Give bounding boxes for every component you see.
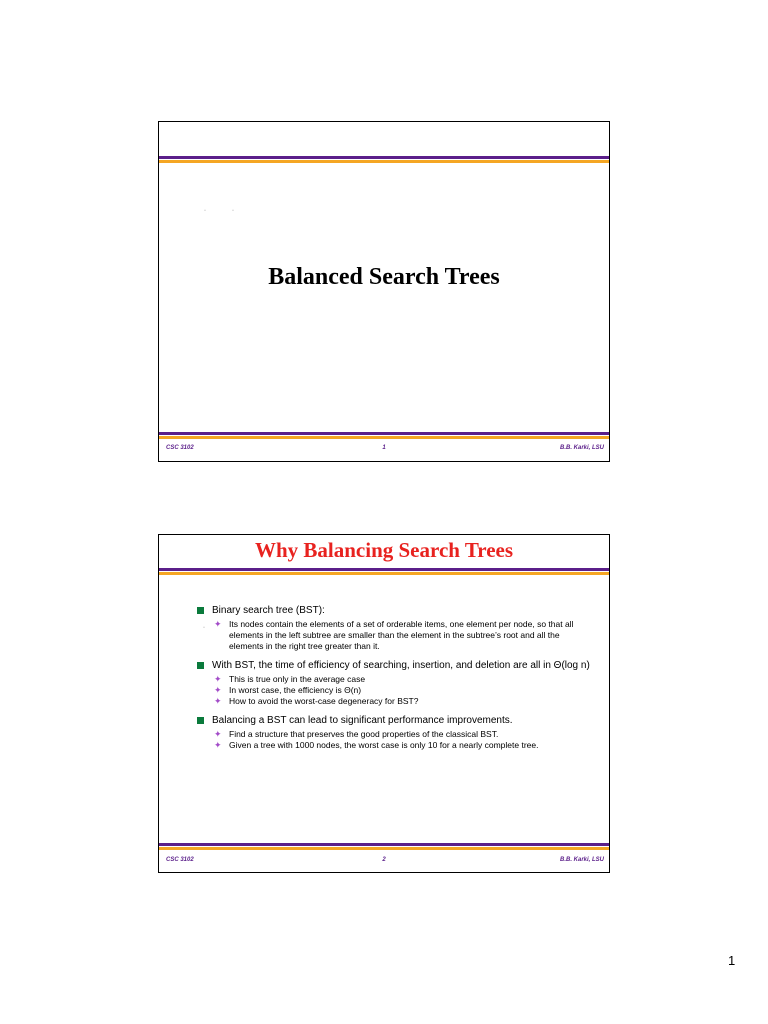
square-bullet-icon	[197, 662, 204, 669]
sub-list-item	[212, 729, 590, 740]
footer-divider	[159, 432, 609, 439]
bullet-text: With BST, the time of efficiency of searching, insertion, and deletion are all in Θ(log n)	[212, 660, 590, 671]
slide-footer	[159, 857, 609, 869]
stray-mark: ·	[204, 208, 206, 214]
footer-slide-number: 2	[382, 857, 386, 863]
sub-list-item	[212, 674, 590, 685]
stray-mark: ·	[232, 208, 234, 214]
footer-divider	[159, 843, 609, 850]
list-item	[195, 715, 590, 751]
bullet-text: Binary search tree (BST):	[212, 605, 325, 616]
slide-title: Why Balancing Search Trees	[254, 538, 514, 562]
sub-bullet-text: Given a tree with 1000 nodes, the worst case is only 10 for a nearly complete tree.	[229, 740, 539, 750]
square-bullet-icon	[197, 717, 204, 724]
sub-bullet-text: Its nodes contain the elements of a set of orderable items, one element per node, so that all elements in the left subtree are smaller than the element in the subtree’s root and all the elements in the right tree greater than it.	[229, 619, 574, 651]
sub-bullet-text: How to avoid the worst-case degeneracy for BST?	[229, 696, 419, 706]
diamond-bullet-icon: ✦	[214, 740, 222, 750]
slide-content	[195, 605, 590, 759]
diamond-bullet-icon: ✦	[214, 674, 222, 684]
footer-slide-number: 1	[382, 445, 386, 451]
sub-list-item	[212, 685, 590, 696]
footer-author: B.B. Karki, LSU	[559, 857, 604, 863]
sub-list-item	[212, 619, 590, 652]
sub-bullet-text: Find a structure that preserves the good properties of the classical BST.	[229, 729, 499, 739]
slide-1	[158, 121, 610, 462]
diamond-bullet-icon: ✦	[214, 619, 222, 629]
diamond-bullet-icon: ✦	[214, 729, 222, 739]
header-divider	[159, 568, 609, 575]
slide-title: Balanced Search Trees	[268, 264, 500, 290]
bullet-text: Balancing a BST can lead to significant performance improvements.	[212, 715, 513, 726]
slide-2	[158, 534, 610, 873]
list-item	[195, 605, 590, 652]
sub-bullet-text: In worst case, the efficiency is Θ(n)	[229, 685, 362, 695]
sub-list-item	[212, 696, 590, 707]
footer-author: B.B. Karki, LSU	[559, 445, 604, 451]
diamond-bullet-icon: ✦	[214, 685, 222, 695]
list-item	[195, 660, 590, 707]
slide-footer	[159, 445, 609, 457]
stray-mark: ·	[203, 625, 205, 631]
sub-list-item	[212, 740, 590, 751]
square-bullet-icon	[197, 607, 204, 614]
page-number: 1	[728, 953, 736, 968]
footer-course: CSC 3102	[166, 857, 194, 863]
header-divider	[159, 156, 609, 163]
footer-course: CSC 3102	[166, 445, 194, 451]
sub-bullet-text: This is true only in the average case	[229, 674, 366, 684]
diamond-bullet-icon: ✦	[214, 696, 222, 706]
